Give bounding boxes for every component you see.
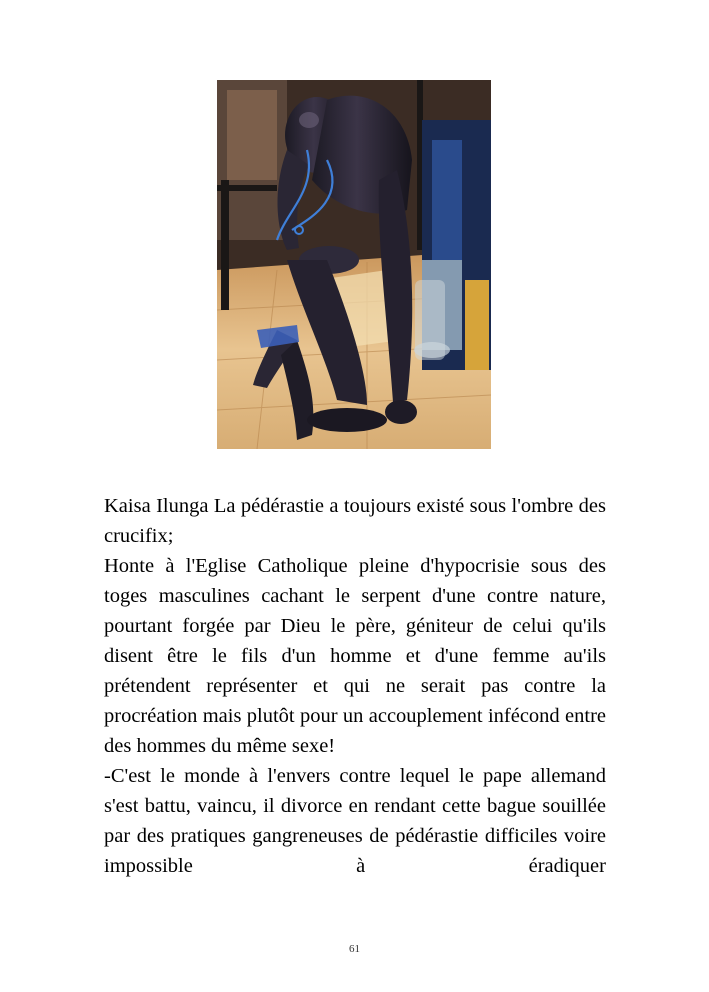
- sculpture-photo: [217, 80, 491, 449]
- page-number: 61: [349, 943, 360, 955]
- paragraph-3: -C'est le monde à l'envers contre lequel le pape allemand s'est battu, vaincu, il divorce en rendant cette bague souillée par des pratiques gangreneuses de pédérastie difficiles voire impossible à éradiquer: [104, 765, 606, 877]
- sculpture-photo-drawing: [217, 80, 491, 449]
- body-text: [104, 491, 606, 881]
- paragraph-1: Kaisa Ilunga La pédérastie a toujours existé sous l'ombre des crucifix;: [104, 495, 606, 547]
- paragraph-2: Honte à l'Eglise Catholique pleine d'hypocrisie sous des toges masculines cachant le serpent d'une contre nature, pourtant forgée par Dieu le père, géniteur de celui qu'ils disent être le fils d'un homme et d'une femme au'ils prétendent représenter et qui ne serait pas contre la procréation mais plutôt pour un accouplement infécond entre des hommes du même sexe!: [104, 555, 606, 757]
- glass-vase: [415, 280, 445, 360]
